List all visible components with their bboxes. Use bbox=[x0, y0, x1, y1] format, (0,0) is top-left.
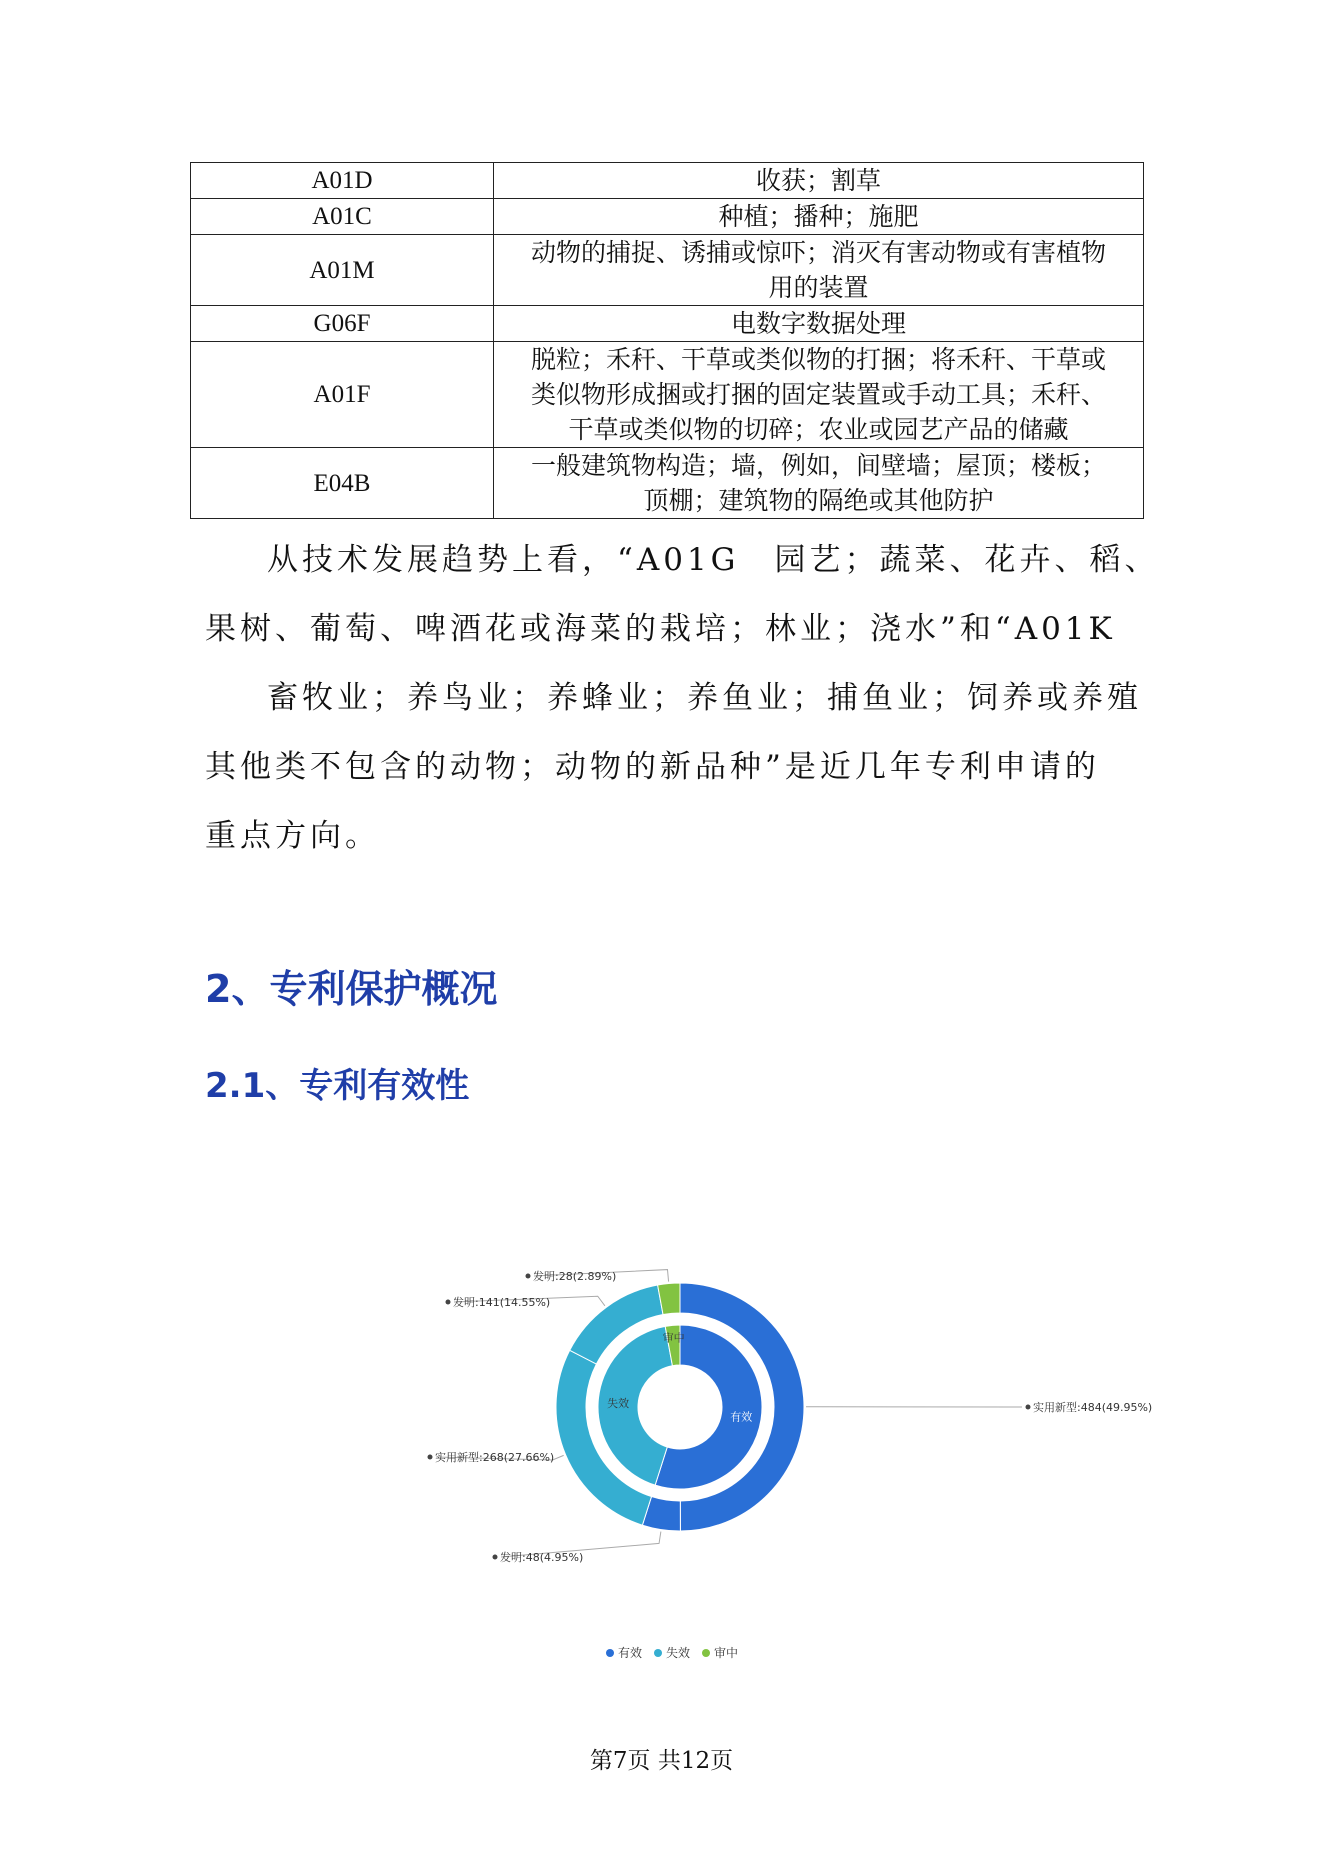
legend-label: 失效 bbox=[666, 1646, 691, 1660]
description-line: 收获；割草 bbox=[755, 166, 881, 195]
description-line: 一般建筑物构造；墙，例如，间壁墙；屋顶；楼板； bbox=[530, 451, 1106, 480]
table-row bbox=[191, 306, 1144, 342]
ipc-code-cell: G06F bbox=[191, 306, 494, 342]
inner-slice-label: 失效 bbox=[607, 1397, 630, 1411]
paragraph-line: 果树、葡萄、啤酒花或海菜的栽培；林业；浇水”和“A01K bbox=[205, 611, 1116, 647]
label-dot bbox=[526, 1274, 531, 1279]
subsection-heading: 2.1、专利有效性 bbox=[205, 1066, 470, 1106]
legend-marker bbox=[606, 1649, 614, 1657]
table-row bbox=[191, 199, 1144, 235]
paragraph-line: 重点方向。 bbox=[205, 818, 380, 854]
trend-paragraph bbox=[205, 526, 1160, 871]
ipc-classification-table bbox=[190, 162, 1144, 519]
outer-slice-label: 发明:141(14.55%) bbox=[453, 1296, 551, 1309]
ipc-description-cell bbox=[494, 448, 1144, 519]
ipc-code-cell: A01C bbox=[191, 199, 494, 235]
paragraph-line: 其他类不包含的动物；动物的新品种”是近几年专利申请的 bbox=[205, 749, 1100, 785]
patent-validity-donut-chart bbox=[360, 1220, 1153, 1680]
ipc-code-cell: E04B bbox=[191, 448, 494, 519]
description-line: 电数字数据处理 bbox=[730, 309, 906, 338]
outer-slice-label: 实用新型:268(27.66%) bbox=[435, 1451, 555, 1464]
label-dot bbox=[446, 1300, 451, 1305]
table-row bbox=[191, 163, 1144, 199]
outer-slice-label: 实用新型:484(49.95%) bbox=[1033, 1401, 1153, 1414]
table-row bbox=[191, 448, 1144, 519]
label-dot bbox=[428, 1455, 433, 1460]
label-dot bbox=[1026, 1405, 1031, 1410]
ipc-code-cell: A01M bbox=[191, 235, 494, 306]
table-row bbox=[191, 235, 1144, 306]
inner-slice-label: 审中 bbox=[662, 1331, 685, 1345]
table-row bbox=[191, 342, 1144, 448]
legend-label: 审中 bbox=[714, 1646, 739, 1660]
outer-slice-label: 发明:28(2.89%) bbox=[533, 1270, 617, 1283]
ipc-description-cell bbox=[494, 235, 1144, 306]
ipc-code-cell: A01D bbox=[191, 163, 494, 199]
ipc-description-cell bbox=[494, 199, 1144, 235]
label-dot bbox=[493, 1555, 498, 1560]
description-line: 种植；播种；施肥 bbox=[718, 202, 919, 231]
legend-marker bbox=[702, 1649, 710, 1657]
inner-slice-label: 有效 bbox=[730, 1410, 753, 1424]
outer-slice-label: 发明:48(4.95%) bbox=[500, 1551, 584, 1564]
legend-label: 有效 bbox=[618, 1646, 643, 1660]
page-footer: 第7页 共12页 bbox=[589, 1748, 734, 1774]
ipc-description-cell bbox=[494, 306, 1144, 342]
description-line: 动物的捕捉、诱捕或惊吓；消灭有害动物或有害植物 bbox=[530, 238, 1106, 267]
ipc-description-cell bbox=[494, 163, 1144, 199]
paragraph-line: 从技术发展趋势上看，“A01G 园艺；蔬菜、花卉、稻、 bbox=[267, 542, 1160, 578]
description-line: 干草或类似物的切碎；农业或园艺产品的储藏 bbox=[568, 415, 1069, 444]
paragraph-line: 畜牧业；养鸟业；养蜂业；养鱼业；捕鱼业；饲养或养殖 bbox=[267, 680, 1142, 716]
description-line: 顶棚；建筑物的隔绝或其他防护 bbox=[643, 486, 994, 515]
legend-marker bbox=[654, 1649, 662, 1657]
ipc-description-cell bbox=[494, 342, 1144, 448]
description-line: 用的装置 bbox=[768, 273, 869, 302]
section-heading: 2、专利保护概况 bbox=[205, 967, 498, 1011]
description-line: 类似物形成捆或打捆的固定装置或手动工具；禾秆、 bbox=[530, 380, 1106, 409]
description-line: 脱粒；禾秆、干草或类似物的打捆；将禾秆、干草或 bbox=[530, 345, 1106, 374]
ipc-code-cell: A01F bbox=[191, 342, 494, 448]
